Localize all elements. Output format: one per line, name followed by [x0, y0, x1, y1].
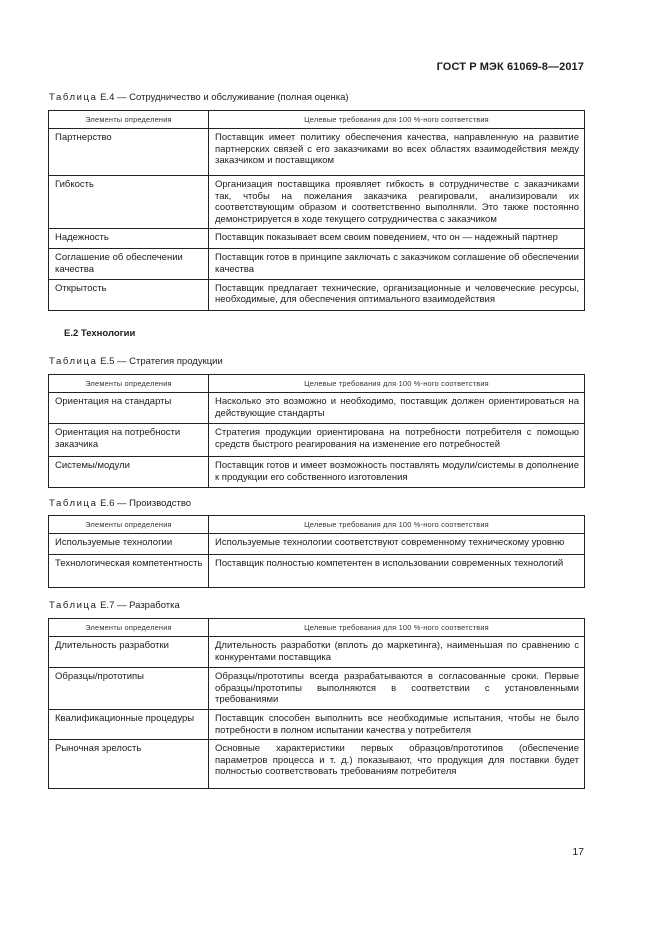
- row-term: Длительность разработки: [49, 637, 209, 668]
- table-e7: [48, 618, 585, 789]
- table-header-row: [49, 516, 585, 534]
- row-term: Надежность: [49, 229, 209, 249]
- table-e4-caption-text: Е.4 — Сотрудничество и обслуживание (полная оценка): [97, 92, 349, 103]
- table-e5-caption-word: Таблица: [49, 356, 98, 367]
- table-e7-caption-word: Таблица: [49, 600, 98, 611]
- row-requirement: Длительность разработки (вплоть до маркетинга), наименьшая по сравнению с конкурентами поставщика: [209, 637, 585, 668]
- page-number: 17: [572, 846, 584, 858]
- row-requirement: Образцы/прототипы всегда разрабатываются в согласованные сроки. Первые образцы/прототипы выполняются в соответствии с установленными требованиями: [209, 668, 585, 710]
- row-term: Ориентация на стандарты: [49, 393, 209, 424]
- table-row: [49, 424, 585, 457]
- row-requirement: Поставщик полностью компетентен в использовании современных технологий: [209, 555, 585, 588]
- row-term: Технологическая компетентность: [49, 555, 209, 588]
- table-e6: [48, 515, 585, 588]
- table-e5-caption: [49, 356, 223, 367]
- table-row: [49, 668, 585, 710]
- table-e4: [48, 110, 585, 311]
- table-e5: [48, 374, 585, 488]
- table-row: [49, 229, 585, 249]
- row-term: Используемые технологии: [49, 534, 209, 555]
- row-term: Образцы/прототипы: [49, 668, 209, 710]
- column-header-requirements: Целевые требования для 100 %-ного соответствия: [209, 111, 585, 129]
- standard-code: ГОСТ Р МЭК 61069-8—2017: [436, 61, 584, 73]
- row-requirement: Насколько это возможно и необходимо, поставщик должен ориентироваться на действующие стандарты: [209, 393, 585, 424]
- table-row: [49, 457, 585, 488]
- row-requirement: Поставщик показывает всем своим поведением, что он — надежный партнер: [209, 229, 585, 249]
- table-row: [49, 740, 585, 789]
- table-e6-caption-word: Таблица: [49, 498, 98, 509]
- table-header-row: [49, 619, 585, 637]
- row-term: Квалификационные процедуры: [49, 710, 209, 740]
- table-row: [49, 637, 585, 668]
- table-row: [49, 129, 585, 176]
- column-header-elements: Элементы определения: [49, 375, 209, 393]
- table-header-row: [49, 375, 585, 393]
- table-row: [49, 393, 585, 424]
- table-row: [49, 710, 585, 740]
- section-heading-e2: Е.2 Технологии: [64, 328, 136, 339]
- row-requirement: Используемые технологии соответствуют современному техническому уровню: [209, 534, 585, 555]
- row-requirement: Поставщик готов в принципе заключать с заказчиком соглашение об обеспечении качества: [209, 249, 585, 279]
- table-e7-caption: [49, 600, 180, 611]
- column-header-requirements: Целевые требования для 100 %-ного соответствия: [209, 375, 585, 393]
- column-header-requirements: Целевые требования для 100 %-ного соответствия: [209, 619, 585, 637]
- row-requirement: Поставщик предлагает технические, организационные и человеческие ресурсы, необходимые, для обеспечения оптимального взаимодействия: [209, 279, 585, 310]
- table-row: [49, 176, 585, 229]
- table-row: [49, 555, 585, 588]
- row-term: Ориентация на потребности заказчика: [49, 424, 209, 457]
- table-e6-caption: [49, 498, 191, 509]
- row-term: Открытость: [49, 279, 209, 310]
- row-requirement: Поставщик способен выполнить все необходимые испытания, чтобы не было потребности в полном испытании качества у потребителя: [209, 710, 585, 740]
- row-term: Системы/модули: [49, 457, 209, 488]
- column-header-elements: Элементы определения: [49, 619, 209, 637]
- table-header-row: [49, 111, 585, 129]
- row-term: Рыночная зрелость: [49, 740, 209, 789]
- table-e7-caption-text: Е.7 — Разработка: [97, 600, 180, 611]
- table-row: [49, 534, 585, 555]
- row-term: Гибкость: [49, 176, 209, 229]
- table-e4-caption: [49, 92, 349, 103]
- table-row: [49, 249, 585, 279]
- row-requirement: Поставщик имеет политику обеспечения качества, направленную на развитие партнерских связей с его заказчиками во всех областях взаимодействия между заказчиком и поставщиком: [209, 129, 585, 176]
- row-requirement: Основные характеристики первых образцов/прототипов (обеспечение параметров процесса и т. д.) показывают, что продукция для поставки будет полностью соответствовать требованиям потребителя: [209, 740, 585, 789]
- row-requirement: Организация поставщика проявляет гибкость в сотрудничестве с заказчиками так, чтобы на пожелания заказчика реагировали, анализировали их соответствующим образом и соответственно выполняли. Это также постоянно демонстрируется в ходе текущего сотрудничества с заказчиком: [209, 176, 585, 229]
- table-row: [49, 279, 585, 310]
- column-header-elements: Элементы определения: [49, 111, 209, 129]
- row-term: Соглашение об обеспечении качества: [49, 249, 209, 279]
- column-header-requirements: Целевые требования для 100 %-ного соответствия: [209, 516, 585, 534]
- row-requirement: Поставщик готов и имеет возможность поставлять модули/системы в дополнение к продукции его собственного изготовления: [209, 457, 585, 488]
- table-e5-caption-text: Е.5 — Стратегия продукции: [97, 356, 223, 367]
- table-e4-caption-word: Таблица: [49, 92, 98, 103]
- row-requirement: Стратегия продукции ориентирована на потребности потребителя с помощью средств быстрого реагирования на изменение его потребностей: [209, 424, 585, 457]
- table-e6-caption-text: Е.6 — Производство: [97, 498, 192, 509]
- column-header-elements: Элементы определения: [49, 516, 209, 534]
- row-term: Партнерство: [49, 129, 209, 176]
